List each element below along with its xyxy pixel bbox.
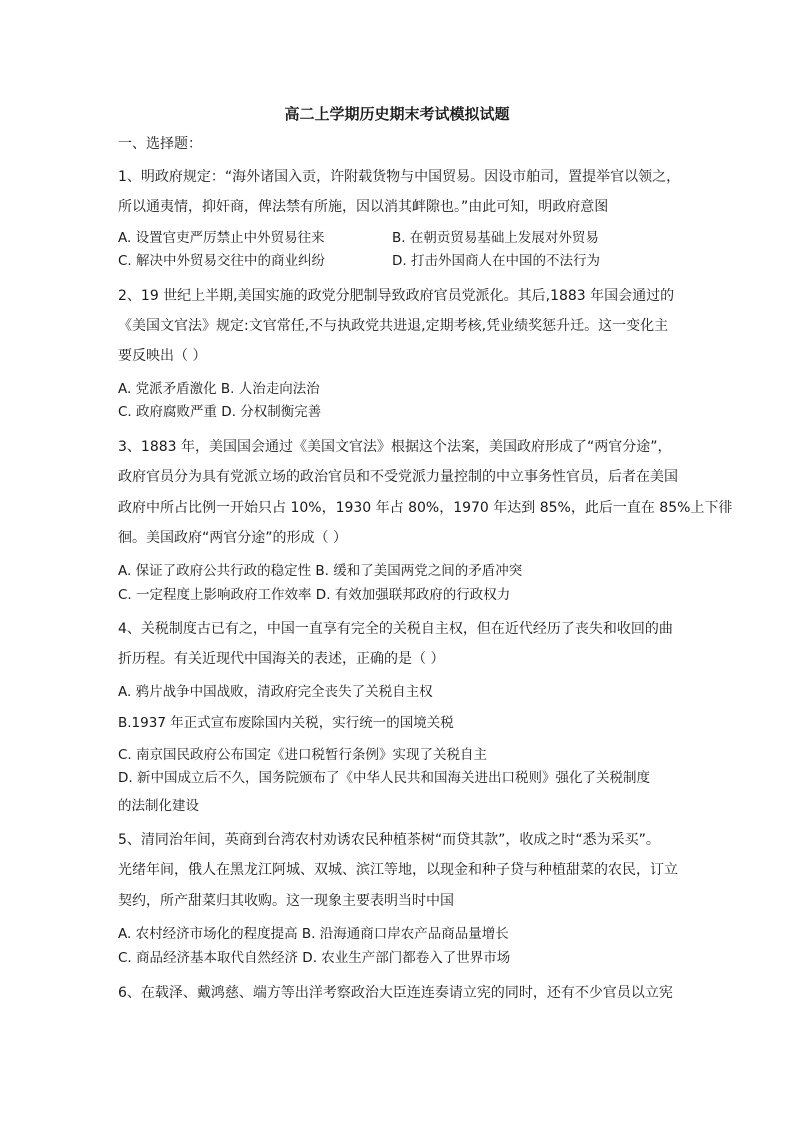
q6-line-1: 6、在载泽、戴鸿慈、端方等出洋考察政治大臣连连奏请立宪的同时，还有不少官员以立宪 (118, 985, 673, 1001)
q3-options-row-1: A. 保证了政府公共行政的稳定性 B. 缓和了美国两党之间的矛盾冲突 (118, 563, 523, 579)
q2-options-row-1: A. 党派矛盾激化 B. 人治走向法治 (118, 381, 320, 397)
q4-option-a: A. 鸦片战争中国战败，清政府完全丧失了关税自主权 (118, 684, 433, 700)
q5-options-row-1: A. 农村经济市场化的程度提高 B. 沿海通商口岸农产品商品量增长 (118, 926, 509, 942)
q4-option-c: C. 南京国民政府公布国定《进口税暂行条例》实现了关税自主 (118, 747, 488, 763)
q1-line-1: 1、明政府规定：“海外诸国入贡，许附载货物与中国贸易。因设市舶司，置提举官以领之， (118, 169, 681, 185)
q1-option-b: B. 在朝贡贸易基础上发展对外贸易 (392, 230, 599, 246)
page-title: 高二上学期历史期末考试模拟试题 (284, 105, 510, 123)
q1-option-c: C. 解决中外贸易交往中的商业纠纷 (118, 253, 326, 269)
q4-option-b: B.1937 年正式宣布废除国内关税，实行统一的国境关税 (118, 715, 454, 731)
q4-line-1: 4、关税制度古已有之，中国一直享有完全的关税自主权，但在近代经历了丧失和收回的曲 (118, 621, 673, 637)
q5-line-3: 契约，所产甜菜归其收购。这一现象主要表明当时中国 (118, 893, 454, 909)
section-heading: 一、选择题： (118, 136, 202, 152)
q1-option-a: A. 设置官吏严厉禁止中外贸易往来 (118, 230, 325, 246)
q3-line-1: 3、1883 年，美国国会通过《美国文官法》根据这个法案，美国政府形成了“两官分途”， (118, 439, 672, 455)
q4-option-d: D. 新中国成立后不久，国务院颁布了《中华人民共和国海关进出口税则》强化了关税制度 (118, 770, 650, 786)
q1-line-2: 所以通夷情，抑奸商，俾法禁有所施，因以消其衅隙也。”由此可知，明政府意图 (118, 199, 609, 215)
q4-line-2: 折历程。有关近现代中国海关的表述，正确的是（ ） (118, 651, 445, 667)
q2-line-3: 要反映出（ ） (118, 348, 207, 364)
q5-line-2: 光绪年间，俄人在黑龙江阿城、双城、滨江等地，以现金和种子贷与种植甜菜的农民，订立 (118, 862, 678, 878)
q4-option-d-cont: 的法制化建设 (118, 798, 199, 814)
q2-line-1: 2、19 世纪上半期,美国实施的政党分肥制导致政府官员党派化。其后,1883 年国会通过的 (118, 288, 675, 304)
q5-line-1: 5、清同治年间，英商到台湾农村劝诱农民种植茶树“而贷其款”，收成之时“悉为采买”。 (118, 832, 660, 848)
q2-line-2: 《美国文官法》规定:文官常任,不与执政党共进退,定期考核,凭业绩奖惩升迁。这一变化主 (118, 318, 669, 334)
q3-line-3: 政府中所占比例一开始只占 10%，1930 年占 80%，1970 年达到 85%，此后一直在 85%上下徘 (118, 500, 733, 516)
q3-options-row-2: C. 一定程度上影响政府工作效率 D. 有效加强联邦政府的行政权力 (118, 587, 511, 603)
q2-options-row-2: C. 政府腐败严重 D. 分权制衡完善 (118, 404, 322, 420)
q3-line-4: 徊。美国政府“两官分途”的形成（ ） (118, 530, 347, 546)
q1-option-d: D. 打击外国商人在中国的不法行为 (392, 253, 600, 269)
q5-options-row-2: C. 商品经济基本取代自然经济 D. 农业生产部门都卷入了世界市场 (118, 950, 511, 966)
q3-line-2: 政府官员分为具有党派立场的政治官员和不受党派力量控制的中立事务性官员，后者在美国 (118, 469, 678, 485)
